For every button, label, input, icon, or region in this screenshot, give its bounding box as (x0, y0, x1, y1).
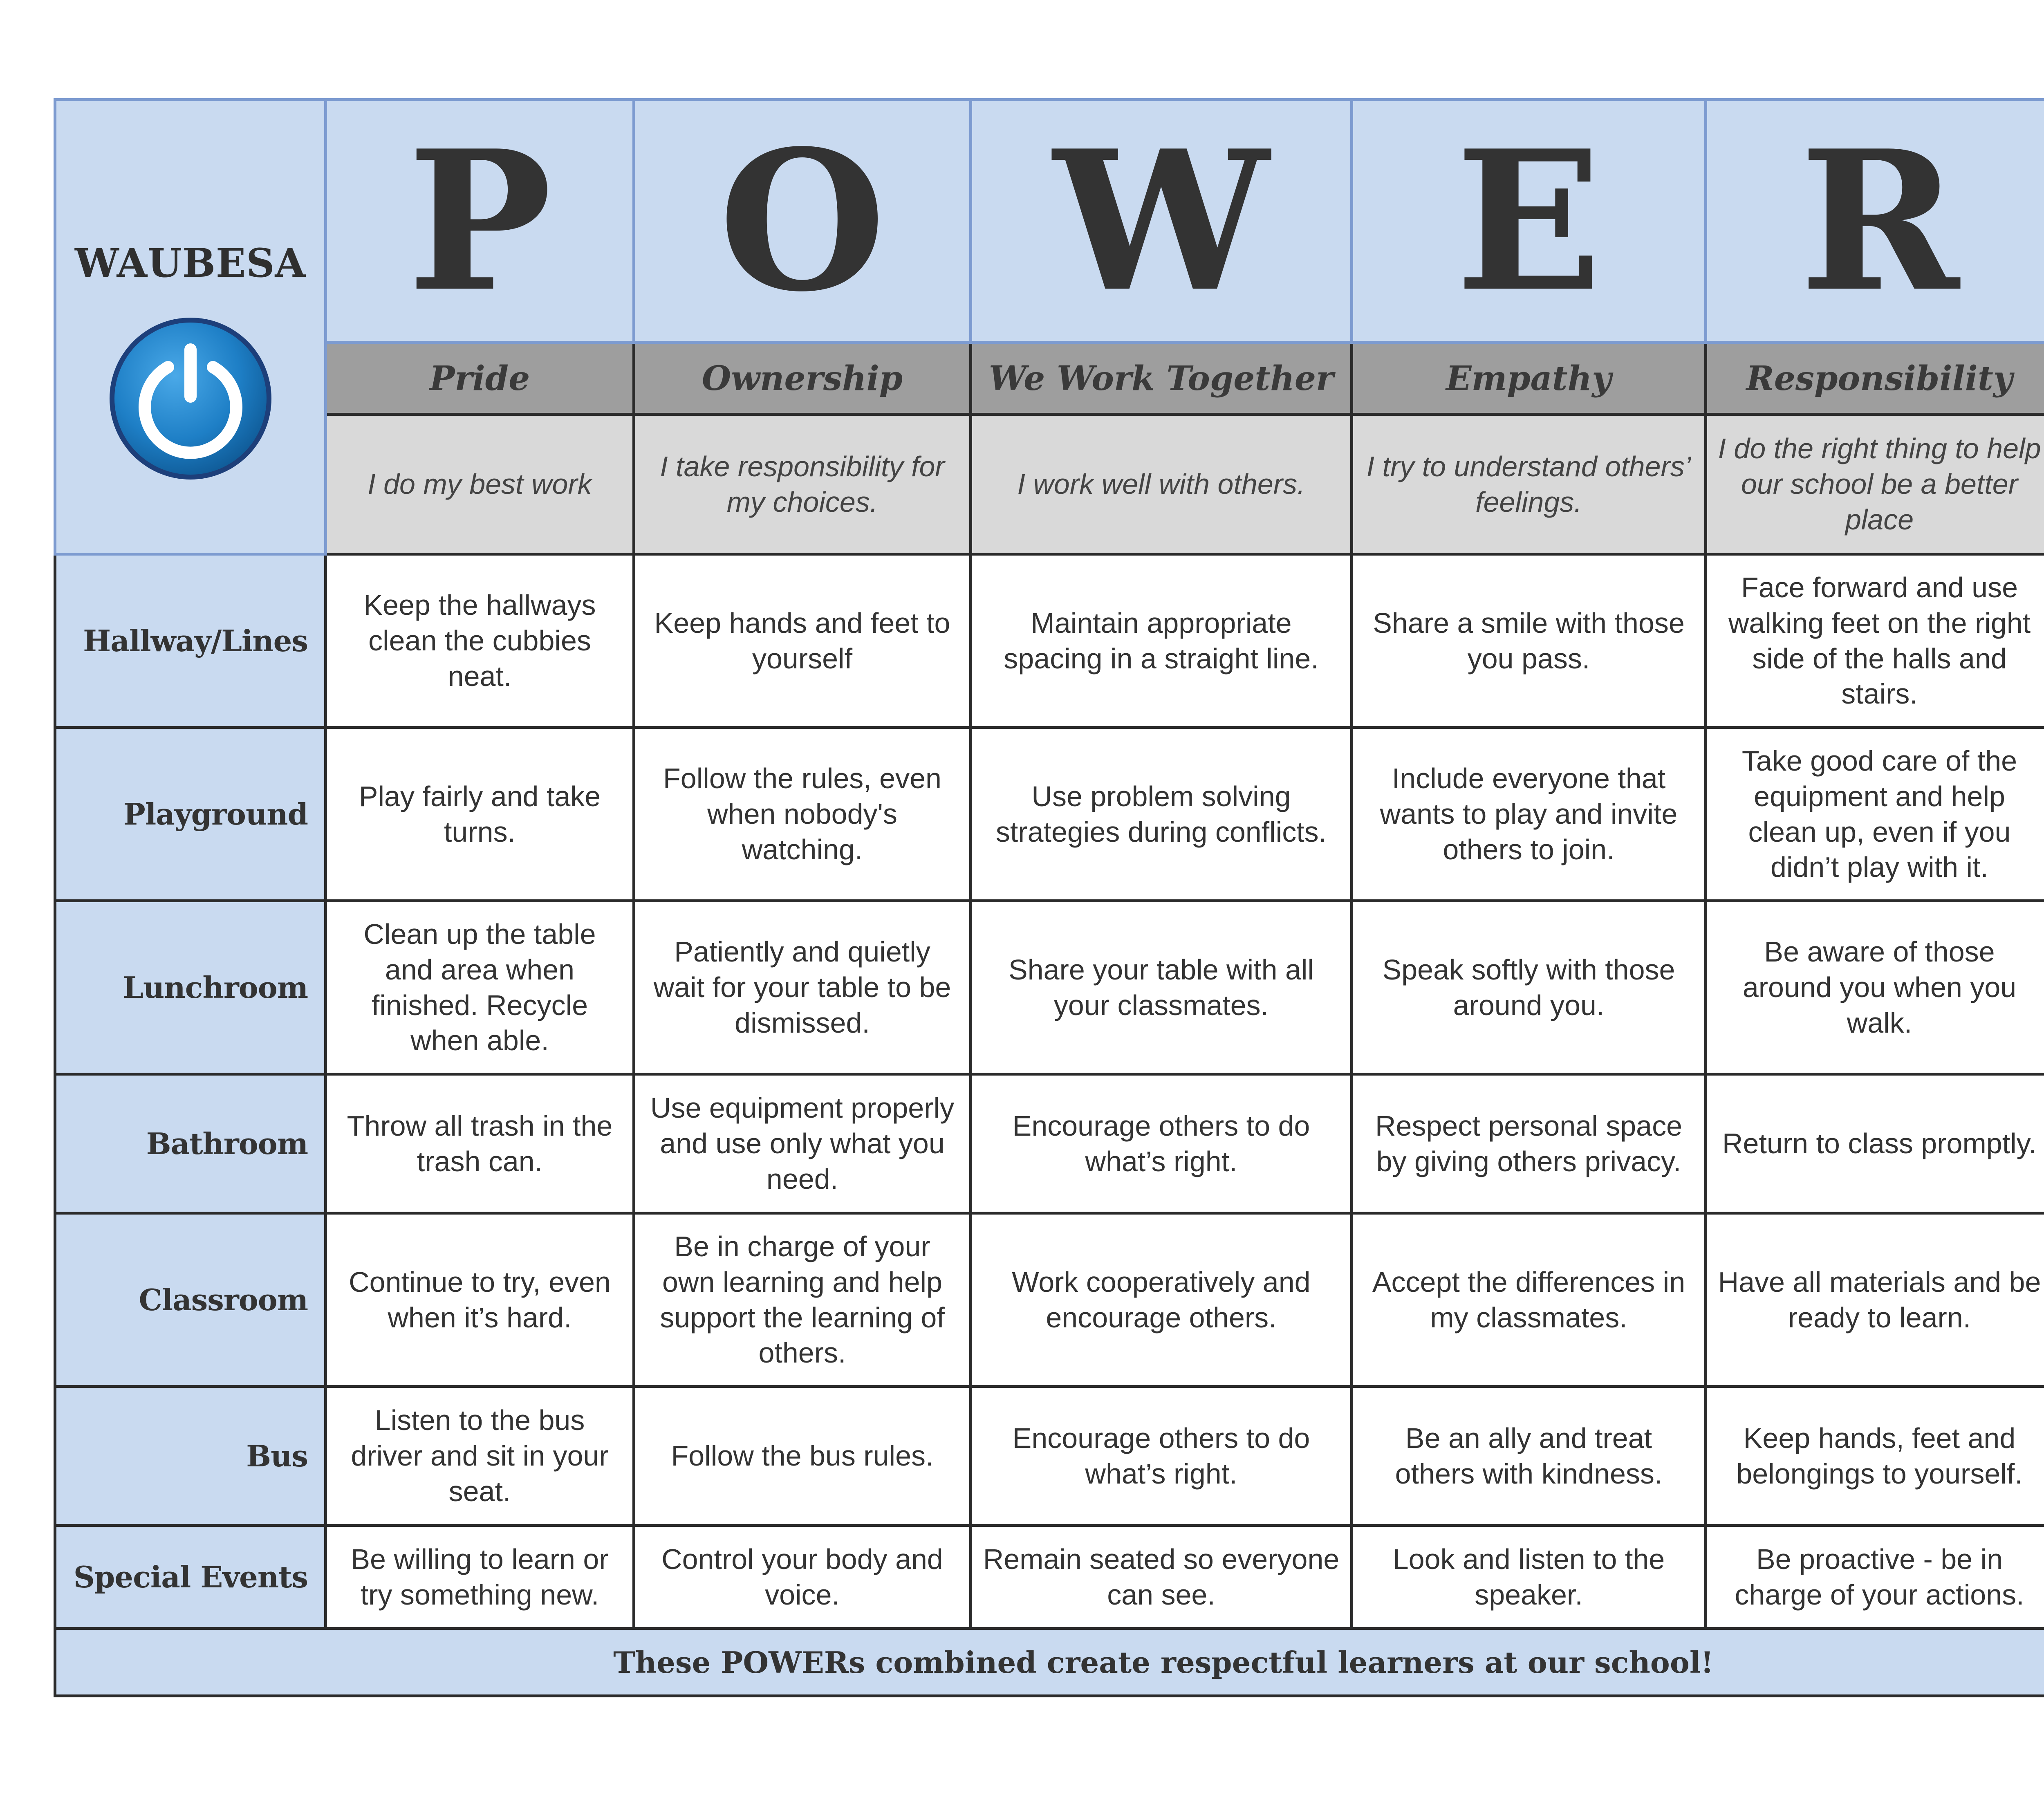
table-cell: Play fairly and take turns. (326, 728, 634, 901)
value-we-work-together: We Work Together (971, 343, 1352, 415)
row-label-lunchroom: Lunchroom (55, 901, 326, 1074)
table-row (55, 554, 2044, 728)
table-row (55, 728, 2044, 901)
letter-w: W (971, 100, 1352, 343)
table-cell: Throw all trash in the trash can. (326, 1074, 634, 1213)
table-cell: Use problem solving strategies during conflicts. (971, 728, 1352, 901)
table-cell: Be in charge of your own learning and help support the learning of others. (634, 1213, 971, 1387)
row-label-special-events: Special Events (55, 1526, 326, 1629)
table-cell: Be aware of those around you when you walk. (1706, 901, 2044, 1074)
school-name: WAUBESA (75, 240, 306, 286)
table-cell: Control your body and voice. (634, 1526, 971, 1629)
footer-row (55, 1629, 2044, 1696)
description-pride: I do my best work (326, 415, 634, 554)
table-row (55, 901, 2044, 1074)
table-cell: Share a smile with those you pass. (1352, 554, 1706, 728)
table-cell: Maintain appropriate spacing in a straight line. (971, 554, 1352, 728)
table-cell: Patiently and quietly wait for your table to be dismissed. (634, 901, 971, 1074)
value-pride: Pride (326, 343, 634, 415)
table-cell: Encourage others to do what’s right. (971, 1074, 1352, 1213)
table-cell: Keep hands and feet to yourself (634, 554, 971, 728)
table-cell: Follow the bus rules. (634, 1387, 971, 1526)
table-cell: Work cooperatively and encourage others. (971, 1213, 1352, 1387)
power-button-icon (67, 315, 314, 484)
table-cell: Take good care of the equipment and help clean up, even if you didn’t play with it. (1706, 728, 2044, 901)
row-label-hallway: Hallway/Lines (55, 554, 326, 728)
letter-e: E (1352, 100, 1706, 343)
table-cell: Speak softly with those around you. (1352, 901, 1706, 1074)
school-header-cell (55, 100, 326, 554)
description-we-work-together: I work well with others. (971, 415, 1352, 554)
description-ownership: I take responsibility for my choices. (634, 415, 971, 554)
table-cell: Respect personal space by giving others privacy. (1352, 1074, 1706, 1213)
description-empathy: I try to understand others’ feelings. (1352, 415, 1706, 554)
table-cell: Keep hands, feet and belongings to yourself. (1706, 1387, 2044, 1526)
letters-row (55, 100, 2044, 343)
letter-r: R (1706, 100, 2044, 343)
table-cell: Continue to try, even when it’s hard. (326, 1213, 634, 1387)
table-cell: Be an ally and treat others with kindness. (1352, 1387, 1706, 1526)
table-cell: Be willing to learn or try something new. (326, 1526, 634, 1629)
table-cell: Be proactive - be in charge of your actions. (1706, 1526, 2044, 1629)
table-cell: Use equipment properly and use only what you need. (634, 1074, 971, 1213)
description-responsibility: I do the right thing to help our school be a better place (1706, 415, 2044, 554)
value-empathy: Empathy (1352, 343, 1706, 415)
descriptions-row (55, 415, 2044, 554)
letter-o: O (634, 100, 971, 343)
table-row (55, 1526, 2044, 1629)
table-cell: Include everyone that wants to play and invite others to join. (1352, 728, 1706, 901)
value-ownership: Ownership (634, 343, 971, 415)
power-logo-graphic (107, 315, 274, 482)
table-cell: Accept the differences in my classmates. (1352, 1213, 1706, 1387)
table-cell: Remain seated so everyone can see. (971, 1526, 1352, 1629)
table-cell: Look and listen to the speaker. (1352, 1526, 1706, 1629)
table-cell: Face forward and use walking feet on the right side of the halls and stairs. (1706, 554, 2044, 728)
table-row (55, 1387, 2044, 1526)
table-cell: Return to class promptly. (1706, 1074, 2044, 1213)
letter-p: P (326, 100, 634, 343)
table-cell: Encourage others to do what’s right. (971, 1387, 1352, 1526)
value-words-row (55, 343, 2044, 415)
power-matrix-table (54, 98, 2044, 1697)
row-label-classroom: Classroom (55, 1213, 326, 1387)
table-row (55, 1074, 2044, 1213)
table-cell: Clean up the table and area when finished. Recycle when able. (326, 901, 634, 1074)
row-label-bathroom: Bathroom (55, 1074, 326, 1213)
table-row (55, 1213, 2044, 1387)
table-cell: Follow the rules, even when nobody's watching. (634, 728, 971, 901)
table-cell: Share your table with all your classmates. (971, 901, 1352, 1074)
table-cell: Have all materials and be ready to learn. (1706, 1213, 2044, 1387)
table-cell: Listen to the bus driver and sit in your seat. (326, 1387, 634, 1526)
row-label-bus: Bus (55, 1387, 326, 1526)
footer-motto: These POWERs combined create respectful learners at our school! (55, 1629, 2044, 1696)
value-responsibility: Responsibility (1706, 343, 2044, 415)
table-cell: Keep the hallways clean the cubbies neat. (326, 554, 634, 728)
row-label-playground: Playground (55, 728, 326, 901)
